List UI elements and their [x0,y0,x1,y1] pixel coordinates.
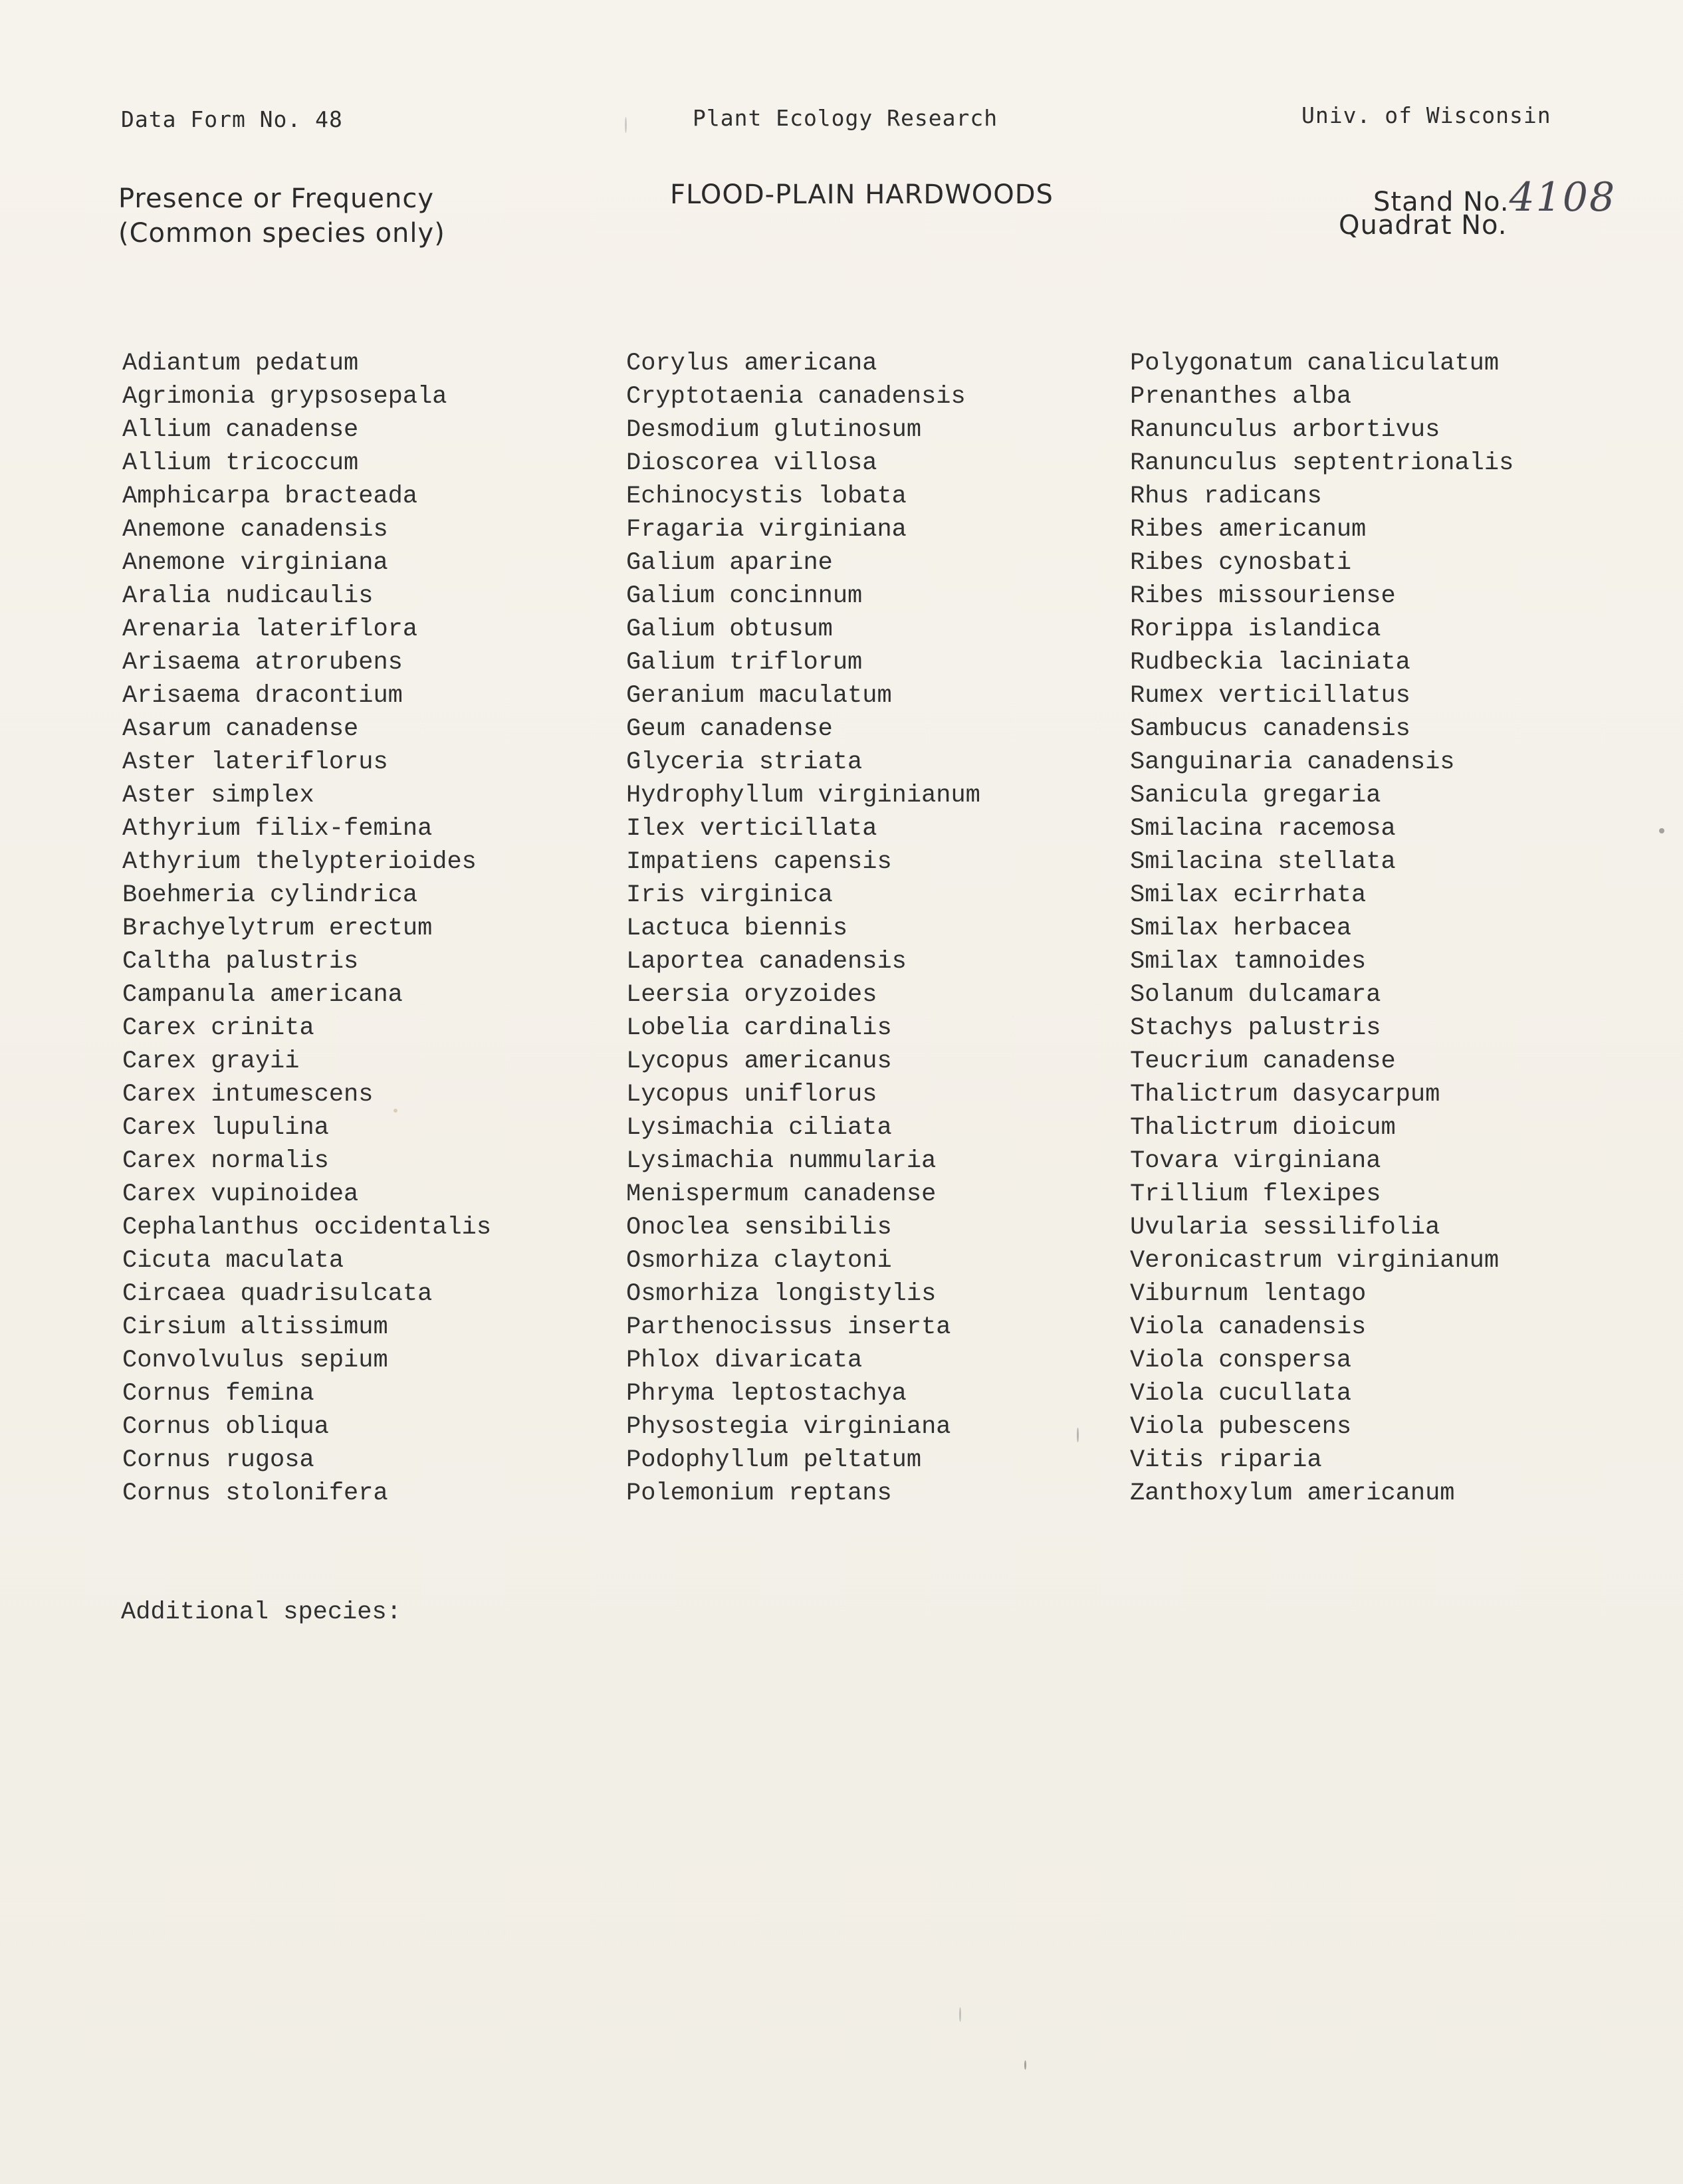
species-item: Dioscorea villosa [626,449,877,477]
measure-line-1: Presence or Frequency [118,183,434,214]
species-item: Impatiens capensis [626,848,892,876]
species-item: Carex crinita [122,1014,314,1042]
species-item: Fragaria virginiana [626,516,907,544]
species-item: Lysimachia nummularia [626,1147,937,1175]
species-item: Campanula americana [122,981,403,1009]
species-item: Thalictrum dasycarpum [1130,1081,1440,1109]
species-item: Convolvulus sepium [122,1347,388,1374]
species-item: Smilax herbacea [1130,915,1352,942]
paper-speck [393,1109,397,1113]
species-item: Lycopus americanus [626,1047,892,1075]
species-item: Onoclea sensibilis [626,1214,892,1242]
species-item: Ribes americanum [1130,516,1367,544]
species-item: Smilacina stellata [1130,848,1396,876]
species-item: Vitis riparia [1130,1446,1322,1474]
species-item: Rhus radicans [1130,483,1322,510]
species-item: Teucrium canadense [1130,1047,1396,1075]
measure-line-2: (Common species only) [118,218,445,249]
stand-number-label: Stand No. [1373,187,1510,217]
species-item: Tovara virginiana [1130,1147,1381,1175]
species-item: Cephalanthus occidentalis [122,1214,492,1242]
species-item: Viburnum lentago [1130,1280,1367,1308]
additional-species-label: Additional species: [121,1598,401,1626]
paper-speck [1024,2060,1026,2070]
species-item: Amphicarpa bracteada [122,483,418,510]
species-item: Boehmeria cylindrica [122,881,418,909]
species-item: Geum canadense [626,715,833,743]
species-item: Lobelia cardinalis [626,1014,892,1042]
species-item: Echinocystis lobata [626,483,907,510]
species-item: Carex intumescens [122,1081,374,1109]
species-item: Athyrium filix-femina [122,815,433,843]
species-item: Circaea quadrisulcata [122,1280,433,1308]
species-item: Cornus obliqua [122,1413,329,1441]
species-item: Ribes cynosbati [1130,549,1352,577]
species-item: Anemone canadensis [122,516,388,544]
species-item: Adiantum pedatum [122,350,359,378]
species-item: Lycopus uniflorus [626,1081,877,1109]
species-item: Asarum canadense [122,715,359,743]
species-item: Cicuta maculata [122,1247,344,1275]
species-item: Iris virginica [626,881,833,909]
species-item: Ilex verticillata [626,815,877,843]
species-item: Prenanthes alba [1130,383,1352,411]
quadrat-number-label: Quadrat No. [1339,210,1508,241]
species-item: Arisaema dracontium [122,682,403,710]
species-item: Corylus americana [626,350,877,378]
species-item: Sanguinaria canadensis [1130,748,1455,776]
species-item: Phryma leptostachya [626,1380,907,1408]
species-item: Galium triflorum [626,649,863,677]
species-item: Solanum dulcamara [1130,981,1381,1009]
species-item: Cirsium altissimum [122,1313,388,1341]
species-item: Stachys palustris [1130,1014,1381,1042]
species-item: Osmorhiza longistylis [626,1280,937,1308]
paper-speck [1077,1428,1079,1442]
species-item: Viola pubescens [1130,1413,1352,1441]
species-item: Trillium flexipes [1130,1180,1381,1208]
species-item: Parthenocissus inserta [626,1313,951,1341]
species-item: Rorippa islandica [1130,615,1381,643]
species-item: Polygonatum canaliculatum [1130,350,1500,378]
species-item: Viola conspersa [1130,1347,1352,1374]
species-item: Caltha palustris [122,948,359,976]
species-item: Brachyelytrum erectum [122,915,433,942]
species-item: Laportea canadensis [626,948,907,976]
species-item: Carex vupinoidea [122,1180,359,1208]
species-item: Aralia nudicaulis [122,582,374,610]
form-number: Data Form No. 48 [121,106,343,132]
species-item: Galium aparine [626,549,833,577]
species-item: Ribes missouriense [1130,582,1396,610]
species-item: Galium obtusum [626,615,833,643]
species-item: Athyrium thelypterioides [122,848,477,876]
species-item: Smilax tamnoides [1130,948,1367,976]
species-item: Cryptotaenia canadensis [626,383,966,411]
species-item: Carex lupulina [122,1114,329,1142]
species-item: Leersia oryzoides [626,981,877,1009]
species-item: Viola canadensis [1130,1313,1367,1341]
species-item: Polemonium reptans [626,1479,892,1507]
species-item: Thalictrum dioicum [1130,1114,1396,1142]
university-name: Univ. of Wisconsin [1301,102,1551,128]
organization-name: Plant Ecology Research [693,105,998,131]
species-item: Uvularia sessilifolia [1130,1214,1440,1242]
species-item: Smilax ecirrhata [1130,881,1367,909]
species-column-2 [626,347,980,1510]
species-item: Arenaria lateriflora [122,615,418,643]
species-item: Menispermum canadense [626,1180,937,1208]
paper-speck [959,2007,961,2022]
species-item: Cornus rugosa [122,1446,314,1474]
species-item: Hydrophyllum virginianum [626,782,980,810]
species-item: Galium concinnum [626,582,863,610]
species-item: Cornus femina [122,1380,314,1408]
species-item: Rumex verticillatus [1130,682,1410,710]
paper-speck [625,117,627,133]
species-item: Sambucus canadensis [1130,715,1410,743]
species-item: Cornus stolonifera [122,1479,388,1507]
species-item: Osmorhiza claytoni [626,1247,892,1275]
species-item: Rudbeckia laciniata [1130,649,1410,677]
species-item: Physostegia virginiana [626,1413,951,1441]
species-item: Ranunculus septentrionalis [1130,449,1514,477]
species-item: Viola cucullata [1130,1380,1352,1408]
species-item: Agrimonia grypsosepala [122,383,447,411]
species-item: Arisaema atrorubens [122,649,403,677]
species-item: Carex grayii [122,1047,300,1075]
species-item: Zanthoxylum americanum [1130,1479,1455,1507]
stand-number-handwritten: 4108 [1509,174,1617,221]
species-item: Aster lateriflorus [122,748,388,776]
species-item: Glyceria striata [626,748,863,776]
species-item: Allium tricoccum [122,449,359,477]
species-item: Sanicula gregaria [1130,782,1381,810]
species-column-1 [122,347,491,1510]
species-item: Anemone virginiana [122,549,388,577]
species-item: Phlox divaricata [626,1347,863,1374]
paper-speck [1659,828,1664,833]
species-item: Carex normalis [122,1147,329,1175]
species-item: Aster simplex [122,782,314,810]
species-item: Lysimachia ciliata [626,1114,892,1142]
species-item: Smilacina racemosa [1130,815,1396,843]
species-item: Allium canadense [122,416,359,444]
species-item: Podophyllum peltatum [626,1446,922,1474]
species-column-3 [1130,347,1514,1510]
species-item: Desmodium glutinosum [626,416,922,444]
species-item: Ranunculus arbortivus [1130,416,1440,444]
species-item: Geranium maculatum [626,682,892,710]
species-item: Veronicastrum virginianum [1130,1247,1500,1275]
community-title: FLOOD-PLAIN HARDWOODS [670,179,1054,210]
species-item: Lactuca biennis [626,915,848,942]
